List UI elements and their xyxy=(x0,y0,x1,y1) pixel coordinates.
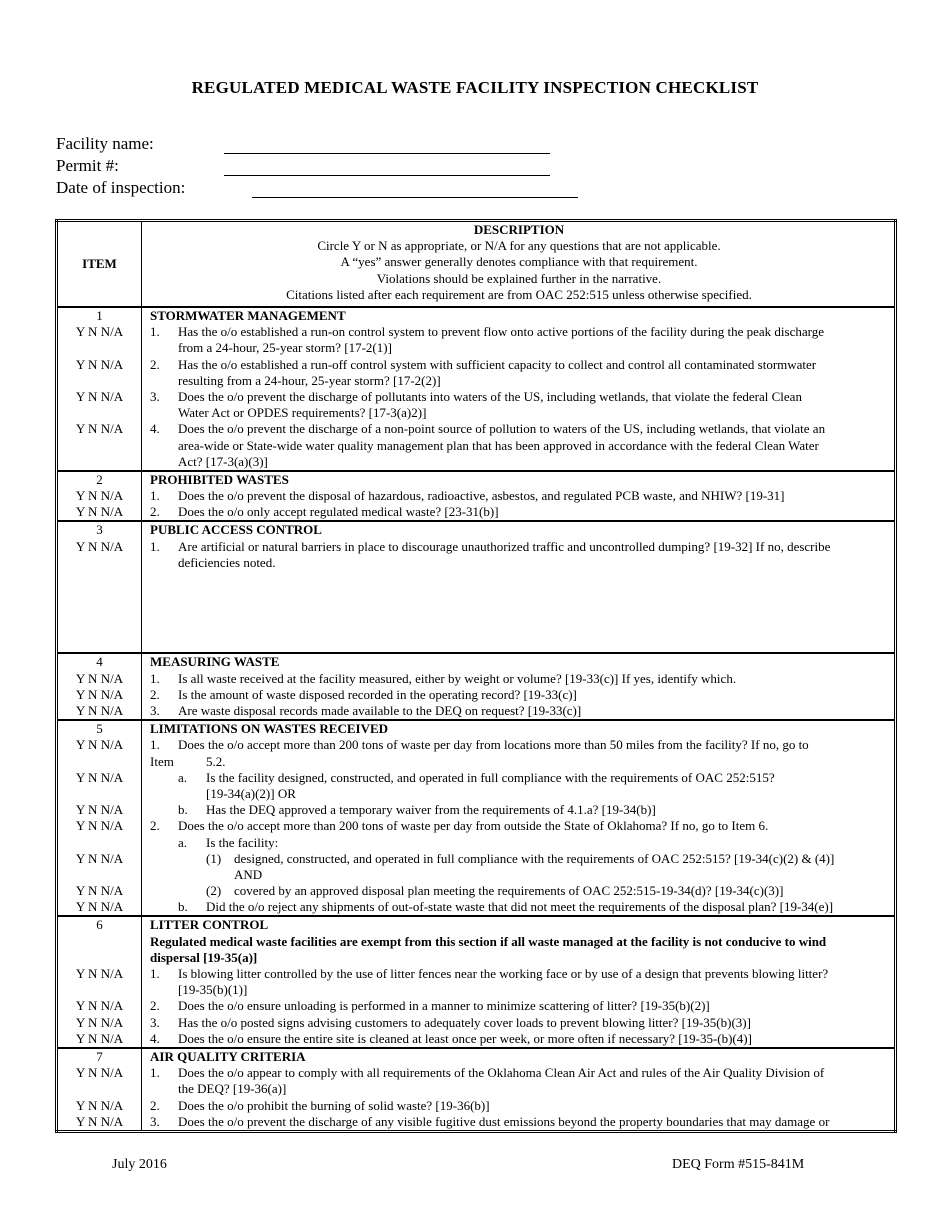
item-header: ITEM xyxy=(82,256,117,271)
item-number: 1 xyxy=(96,308,103,323)
sub-question: a. Is the facility: xyxy=(178,834,279,850)
instruction-line: Violations should be explained further in the narrative. xyxy=(376,270,662,286)
answer-choices[interactable]: Y N N/A xyxy=(75,670,124,686)
question: 3. Are waste disposal records made available to the DEQ on request? [19-33(c)] xyxy=(150,703,582,718)
answer-choices[interactable]: Y N N/A xyxy=(75,504,124,520)
permit-label: Permit #: xyxy=(56,156,119,175)
exemption-note: dispersal [19-35(a)] xyxy=(150,949,258,965)
section-title: PROHIBITED WASTES xyxy=(150,471,289,487)
section-title: LIMITATIONS ON WASTES RECEIVED xyxy=(150,721,389,737)
section-prohibited-wastes xyxy=(57,471,896,522)
answer-choices[interactable]: Y N N/A xyxy=(75,324,124,340)
item-number: 6 xyxy=(96,917,103,933)
sub-question: b. Has the DEQ approved a temporary waiver from the requirements of 4.1.a? [19-34(b)] xyxy=(178,802,656,818)
question: 1. Does the o/o appear to comply with all requirements of the Oklahoma Clean Air Act and rules of the Air Quality Division of the DEQ? [19-36(a)] xyxy=(150,1065,825,1097)
answer-choices[interactable]: Y N N/A xyxy=(75,737,124,753)
question-continuation: Item 5.2. xyxy=(150,753,226,769)
footer-form-number: DEQ Form #515-841M xyxy=(672,1157,805,1172)
item-number: 5 xyxy=(96,721,103,737)
question: 2. Has the o/o established a run-off control system with sufficient capacity to collect and control all contaminated stormwater resulting from a 24-hour, 25-year storm? [17-2(2)] xyxy=(150,356,817,388)
answer-choices[interactable]: Y N N/A xyxy=(75,703,124,718)
question: 4. Does the o/o ensure the entire site is cleaned at least once per week, or more often if necessary? [19-35-(b)(4)] xyxy=(150,1030,752,1046)
question: 2. Does the o/o prohibit the burning of solid waste? [19-36(b)] xyxy=(150,1097,490,1113)
answer-choices[interactable]: Y N N/A xyxy=(75,1030,124,1046)
answer-choices[interactable]: Y N N/A xyxy=(75,1097,124,1113)
question: 1. Are artificial or natural barriers in place to discourage unauthorized traffic and uncontrolled dumping? [19-32] If no, describe deficiencies noted. xyxy=(150,538,831,570)
answer-choices[interactable]: Y N N/A xyxy=(75,998,124,1014)
sub-question: (2) covered by an approved disposal plan meeting the requirements of OAC 252:515-19-34(d)? [19-34(c)(3)] xyxy=(206,883,784,899)
section-title: PUBLIC ACCESS CONTROL xyxy=(150,522,322,538)
date-line[interactable] xyxy=(252,197,578,198)
exemption-note: Regulated medical waste facilities are exempt from this section if all waste managed at the facility is not conducive to wind xyxy=(150,933,827,949)
sub-question: a. Is the facility designed, constructed, and operated in full compliance with the requirements of OAC 252:515? [19-34(a)(2)] OR xyxy=(178,769,775,801)
answer-choices[interactable]: Y N N/A xyxy=(75,802,124,818)
section-measuring-waste xyxy=(57,653,896,720)
sub-question: b. Did the o/o reject any shipments of out-of-state waste that did not meet the requirements of the disposal plan? [19-34(e)] xyxy=(178,899,834,915)
answer-choices[interactable]: Y N N/A xyxy=(75,1113,124,1129)
item-number: 4 xyxy=(96,654,103,670)
page-title: REGULATED MEDICAL WASTE FACILITY INSPECTION CHECKLIST xyxy=(191,78,759,97)
question: 3. Has the o/o posted signs advising customers to adequately cover loads to prevent blowing litter? [19-35(b)(3)] xyxy=(150,1014,751,1030)
question: 2. Does the o/o ensure unloading is performed in a manner to minimize scattering of litter? [19-35(b)(2)] xyxy=(150,998,710,1014)
section-air-quality xyxy=(57,1048,896,1131)
section-limitations xyxy=(57,720,896,916)
question: 1. Has the o/o established a run-on control system to prevent flow onto active portions of the facility during the peak discharge from a 24-hour, 25-year storm? [17-2(1)] xyxy=(150,324,824,356)
question: 1. Is blowing litter controlled by the use of litter fences near the working face or by use of a design that prevents blowing litter? [19-35(b)(1)] xyxy=(150,966,829,998)
section-title: AIR QUALITY CRITERIA xyxy=(150,1048,306,1064)
answer-choices[interactable]: Y N N/A xyxy=(75,899,124,915)
answer-choices[interactable]: Y N N/A xyxy=(75,388,124,404)
section-litter-control xyxy=(57,916,896,1048)
header-row xyxy=(57,221,896,308)
answer-choices[interactable]: Y N N/A xyxy=(75,488,124,504)
question: 4. Does the o/o prevent the discharge of a non-point source of pollution to waters of the US, including wetlands, that violate an area-wide or State-wide water quality management plan that has been approved in accordance with the federal Clean Water Act? [17-3(a)(3)] xyxy=(150,421,826,469)
section-title: STORMWATER MANAGEMENT xyxy=(150,308,346,323)
item-number: 2 xyxy=(96,471,103,487)
answer-choices[interactable]: Y N N/A xyxy=(75,538,124,554)
answer-choices[interactable]: Y N N/A xyxy=(75,769,124,785)
item-number: 7 xyxy=(96,1048,103,1064)
section-title: LITTER CONTROL xyxy=(150,917,269,933)
answer-choices[interactable]: Y N N/A xyxy=(75,883,124,899)
answer-choices[interactable]: Y N N/A xyxy=(75,966,124,981)
section-public-access xyxy=(57,521,896,653)
answer-choices[interactable]: Y N N/A xyxy=(75,1065,124,1081)
question: 2. Is the amount of waste disposed recorded in the operating record? [19-33(c)] xyxy=(150,686,577,702)
facility-name-label: Facility name: xyxy=(56,134,154,153)
answer-choices[interactable]: Y N N/A xyxy=(75,1014,124,1030)
question: 3. Does the o/o prevent the discharge of pollutants into waters of the US, including wetlands, that violate the federal Clean Water Act or OPDES requirements? [17-3(a)2)] xyxy=(150,388,802,421)
question: 1. Does the o/o prevent the disposal of hazardous, radioactive, asbestos, and regulated PCB waste, and NHIW? [19-31] xyxy=(150,488,785,504)
question: 2. Does the o/o accept more than 200 tons of waste per day from outside the State of Oklahoma? If no, go to Item 6. xyxy=(150,818,769,834)
checklist-table xyxy=(55,219,897,1133)
section-stormwater xyxy=(57,307,896,471)
description-header: DESCRIPTION xyxy=(473,222,565,237)
answer-choices[interactable]: Y N N/A xyxy=(75,850,124,866)
instruction-line: Circle Y or N as appropriate, or N/A for any questions that are not applicable. xyxy=(317,238,721,254)
answer-choices[interactable]: Y N N/A xyxy=(75,356,124,372)
question: 3. Does the o/o prevent the discharge of any visible fugitive dust emissions beyond the property boundaries that may damage or xyxy=(150,1113,830,1129)
answer-choices[interactable]: Y N N/A xyxy=(75,421,124,437)
item-number: 3 xyxy=(96,522,103,538)
section-title: MEASURING WASTE xyxy=(150,654,280,670)
question: 1. Does the o/o accept more than 200 tons of waste per day from locations more than 50 miles from the facility? If no, go to xyxy=(150,737,809,753)
answer-choices[interactable]: Y N N/A xyxy=(75,818,124,834)
question: 2. Does the o/o only accept regulated medical waste? [23-31(b)] xyxy=(150,504,499,520)
permit-line[interactable] xyxy=(224,175,550,176)
instruction-line: Citations listed after each requirement are from OAC 252:515 unless otherwise specified. xyxy=(286,286,752,302)
answer-choices[interactable]: Y N N/A xyxy=(75,686,124,702)
footer-date: July 2016 xyxy=(112,1157,167,1172)
facility-name-line[interactable] xyxy=(224,153,550,154)
question: 1. Is all waste received at the facility measured, either by weight or volume? [19-33(c)] If yes, identify which. xyxy=(150,670,737,686)
instruction-line: A “yes” answer generally denotes compliance with that requirement. xyxy=(340,254,698,270)
sub-question: (1) designed, constructed, and operated in full compliance with the requirements of OAC 252:515? [19-34(c)(2) & (4)] AND xyxy=(206,850,835,882)
date-label: Date of inspection: xyxy=(56,178,186,197)
